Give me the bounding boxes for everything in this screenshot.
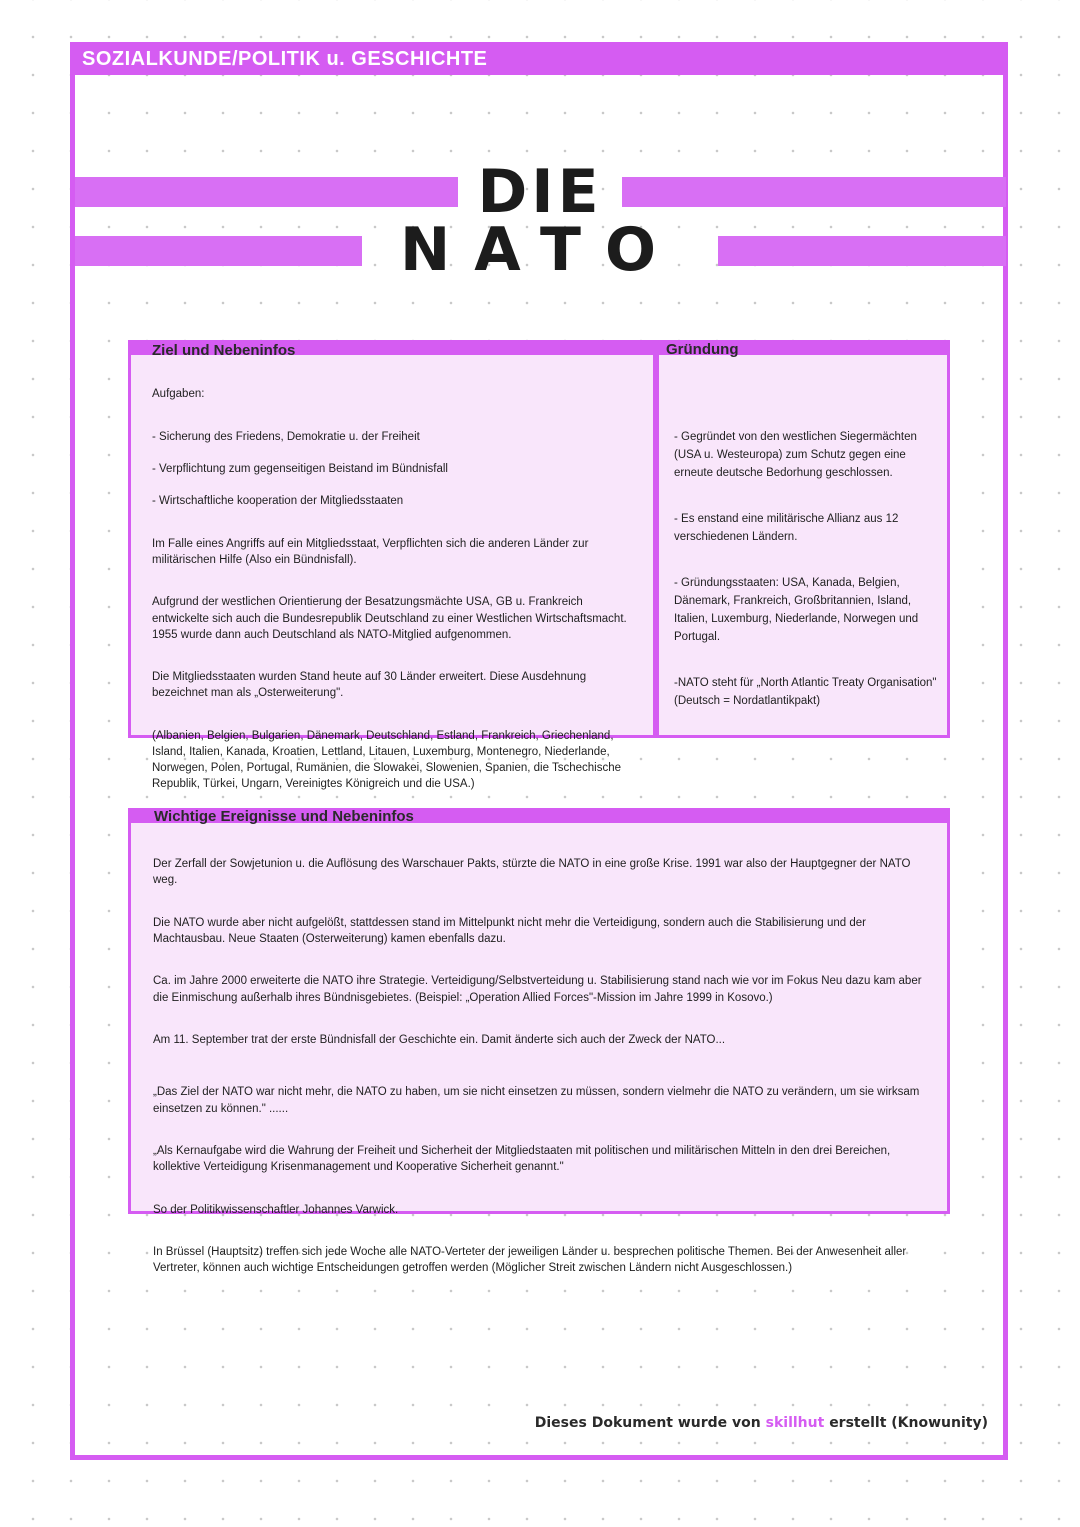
box-ereignisse-heading: Wichtige Ereignisse und Nebeninfos	[154, 808, 414, 825]
paragraph: Der Zerfall der Sowjetunion u. die Auflösung des Warschauer Pakts, stürzte die NATO in eine große Krise. 1991 war also der Hauptgegner der NATO weg.	[153, 858, 911, 887]
paragraph: - Gründungsstaaten: USA, Kanada, Belgien, Dänemark, Frankreich, Großbritannien, Island, Italien, Luxemburg, Niederlande, Norwegen und Portugal.	[674, 577, 919, 643]
box-gruendung-heading: Gründung	[666, 341, 739, 358]
paragraph: Ca. im Jahre 2000 erweiterte die NATO ihre Strategie. Verteidigung/Selbstverteidung u. Stabilisierung stand nach wie vor im Fokus Neu dazu kam aber die Einmischung außerhalb ihres Bündnisgebietes. (Beispiel: „Operation Allied Forces"-Mission im Jahre 1999 in Kosovo.)	[153, 975, 922, 1004]
aufgabe-item: - Sicherung des Friedens, Demokratie u. der Freiheit	[152, 430, 420, 443]
paragraph: Aufgrund der westlichen Orientierung der Besatzungsmächte USA, GB u. Frankreich entwickelte sich auch die Bundesrepublik Deutschland zu einer Westlichen Wirtschaftsmacht. 1955 wurde dann auch Deutschland als NATO-Mitglied aufgenommen.	[152, 596, 627, 641]
paragraph: Im Falle eines Angriffs auf ein Mitgliedsstaat, Verpflichten sich die anderen Länder zur militärischen Hilfe (Also ein Bündnisfall).	[152, 537, 589, 567]
title-stripe-left-top	[75, 177, 458, 207]
paragraph: Am 11. September trat der erste Bündnisfall der Geschichte ein. Damit änderte sich auch der Zweck der NATO...	[153, 1034, 726, 1047]
quote: „Das Ziel der NATO war nicht mehr, die NATO zu haben, um sie nicht einsetzen zu müssen, sondern vielmehr die NATO zu verändern, um sie wirksam einsetzen zu können." ......	[153, 1086, 920, 1115]
page-title-line1: DIE	[477, 157, 603, 227]
box-gruendung-body	[674, 410, 939, 710]
title-stripe-left-bottom	[75, 236, 362, 266]
aufgabe-item: - Verpflichtung zum gegenseitigen Beistand im Bündnisfall	[152, 463, 448, 476]
footer-brand: skillhut	[765, 1415, 825, 1431]
subject-title: SOZIALKUNDE/POLITIK u. GESCHICHTE	[82, 48, 488, 70]
title-stripe-right-top	[622, 177, 1006, 207]
box-ereignisse-body	[153, 840, 928, 1276]
box-ziel-body	[152, 370, 642, 793]
aufgabe-item: - Wirtschaftliche kooperation der Mitgliedsstaaten	[152, 495, 404, 508]
paragraph: - Gegründet von den westlichen Siegermächten (USA u. Westeuropa) zum Schutz gegen eine erneute deutsche Bedorhung geschlossen.	[674, 431, 917, 479]
paragraph: So der Politikwissenschaftler Johannes Varwick.	[153, 1203, 399, 1216]
box-ziel-heading: Ziel und Nebeninfos	[152, 342, 296, 359]
paragraph: -NATO steht für „North Atlantic Treaty Organisation" (Deutsch = Nordatlantikpakt)	[674, 677, 937, 707]
paragraph: - Es enstand eine militärische Allianz aus 12 verschiedenen Ländern.	[674, 513, 899, 543]
paragraph: (Albanien, Belgien, Bulgarien, Dänemark, Deutschland, Estland, Frankreich, Griechenland, Island, Italien, Kanada, Kroatien, Lettland, Litauen, Luxemburg, Montenegro, Niederlande, Norwegen, Polen, Portugal, Rumänien, die Slowakei, Slowenien, Spanien, die Tschechische Republik, Türkei, Ungarn, Vereinigtes Königreich und die USA.)	[152, 729, 622, 791]
footer-prefix: Dieses Dokument wurde von	[534, 1415, 761, 1431]
footer-suffix: erstellt (Knowunity)	[829, 1415, 988, 1431]
paragraph: In Brüssel (Hauptsitz) treffen sich jede Woche alle NATO-Verteter der jeweiligen Länder u. besprechen politische Themen. Bei der Anwesenheit aller Vertreter, können auch wichtige Entscheidungen getroffen werden (Möglicher Streit zwischen Ländern nicht Ausgeschlossen.)	[153, 1246, 907, 1275]
paragraph: Die Mitgliedsstaaten wurden Stand heute auf 30 Länder erweitert. Diese Ausdehnung bezeichnet man als „Osterweiterung".	[152, 671, 587, 700]
page-title-line2: NATO	[400, 215, 680, 285]
footer-credit	[535, 1415, 988, 1431]
paragraph: Die NATO wurde aber nicht aufgelößt, stattdessen stand im Mittelpunkt nicht mehr die Verteidigung, sondern auch die Stabilisierung und der Machtausbau. Neue Staaten (Osterweiterung) kamen ebenfalls dazu.	[153, 916, 866, 946]
aufgaben-label: Aufgaben:	[152, 388, 205, 401]
title-stripe-right-bottom	[718, 236, 1006, 266]
quote: „Als Kernaufgabe wird die Wahrung der Freiheit und Sicherheit der Mitgliedstaaten mit politischen und militärischen Mitteln in den drei Bereichen, kollektive Verteidigung Krisenmanagement und Kooperative Sicherheit genannt."	[153, 1145, 891, 1174]
